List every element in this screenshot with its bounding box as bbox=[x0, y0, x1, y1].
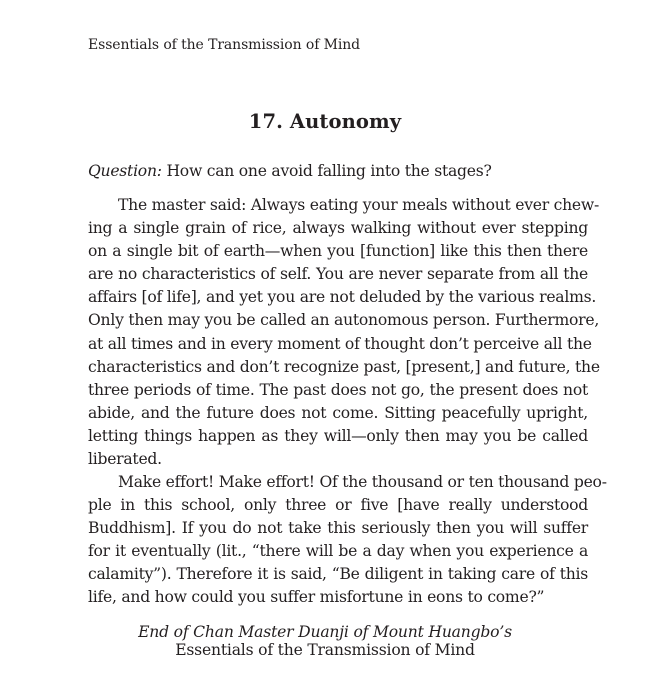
paragraph-line: Buddhism]. If you do not take this seriously then you will suffer bbox=[88, 519, 588, 538]
chapter-title: 17. Autonomy bbox=[248, 110, 402, 133]
paragraph-1 bbox=[88, 194, 600, 471]
question bbox=[88, 160, 492, 183]
paragraph-line: ple in this school, only three or five [have really understood bbox=[88, 496, 588, 515]
running-header: Essentials of the Transmission of Mind bbox=[88, 37, 361, 53]
paragraph-line: liberated. bbox=[88, 450, 162, 469]
paragraph-2 bbox=[88, 471, 607, 610]
paragraph-line: for it eventually (lit., “there will be a day when you experience a bbox=[88, 542, 588, 561]
paragraph-line: The master said: Always eating your meals without ever chew- bbox=[118, 196, 600, 214]
paragraph-line: Only then may you be called an autonomous person. Furthermore, bbox=[88, 311, 600, 330]
paragraph-line: characteristics and don’t recognize past, [present,] and future, the bbox=[88, 357, 600, 376]
paragraph-line: three periods of time. The past does not go, the present does not bbox=[88, 380, 588, 399]
question-text: How can one avoid falling into the stages? bbox=[161, 162, 492, 180]
paragraph-line: at all times and in every moment of thought don’t perceive all the bbox=[88, 334, 592, 353]
paragraph-line: Make effort! Make effort! Of the thousand or ten thousand peo- bbox=[118, 473, 607, 491]
paragraph-line: are no characteristics of self. You are never separate from all the bbox=[88, 265, 588, 284]
paragraph-line: calamity”). Therefore it is said, “Be diligent in taking care of this bbox=[88, 565, 588, 584]
colophon-line-1: End of Chan Master Duanji of Mount Huangbo’s bbox=[138, 623, 512, 641]
colophon bbox=[0, 623, 650, 659]
question-label: Question: bbox=[88, 162, 162, 180]
paragraph-line: letting things happen as they will—only then may you be called bbox=[88, 426, 588, 445]
paragraph-line: affairs [of life], and yet you are not deluded by the various realms. bbox=[88, 288, 597, 307]
paragraph-line: abide, and the future does not come. Sitting peacefully upright, bbox=[88, 403, 588, 422]
colophon-line-2: Essentials of the Transmission of Mind bbox=[175, 641, 475, 659]
paragraph-line: life, and how could you suffer misfortune in eons to come?” bbox=[88, 588, 545, 607]
paragraph-line: on a single bit of earth—when you [function] like this then there bbox=[88, 242, 588, 261]
paragraph-line: ing a single grain of rice, always walking without ever stepping bbox=[88, 219, 588, 238]
